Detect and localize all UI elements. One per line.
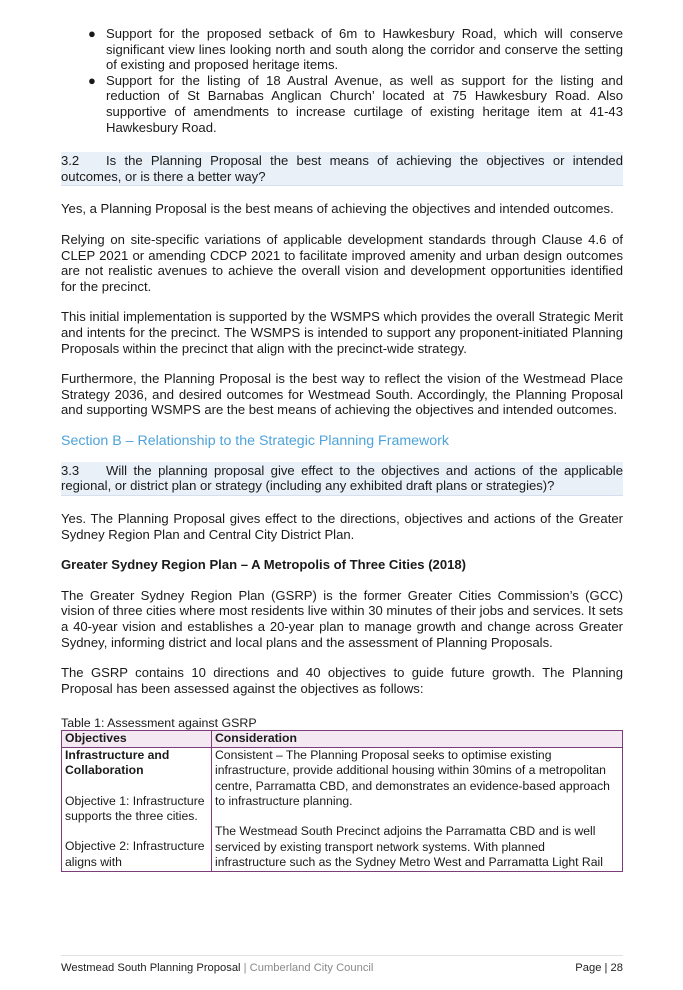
footer-council: Cumberland City Council <box>249 962 374 974</box>
table-cell <box>212 747 623 871</box>
table-header: Consideration <box>212 731 623 747</box>
question-3-2 <box>61 152 623 186</box>
objective-1: Objective 1: Infrastructure supports the three cities. <box>65 793 205 824</box>
paragraph: The GSRP contains 10 directions and 40 objectives to guide future growth. The Planning Proposal has been assessed against the objectives as follows: <box>61 665 623 696</box>
bullet-list <box>61 26 623 135</box>
question-text: Is the Planning Proposal the best means of achieving the objectives or intended outcomes, or is there a better way? <box>61 153 623 184</box>
consideration-text: Consistent – The Planning Proposal seeks to optimise existing infrastructure, provide additional housing within 30mins of a metropolitan centre, Parramatta CBD, and demonstrates an evidence-based approach to infrastructure planning. <box>215 747 610 809</box>
bullet-text: Support for the proposed setback of 6m to Hawkesbury Road, which will conserve significant view lines looking north and south along the corridor and conserve the setting of existing and proposed heritage items. <box>106 26 623 73</box>
subheading: Greater Sydney Region Plan – A Metropolis of Three Cities (2018) <box>61 557 467 573</box>
table-cell <box>62 747 212 871</box>
paragraph: The Greater Sydney Region Plan (GSRP) is the former Greater Cities Commission’s (GCC) vision of three cities where most residents live within 30 minutes of their jobs and services. It sets a 40-year vision and establishes a 20-year plan to manage growth and change across Greater Sydney, informing district and local plans and the assessment of Planning Proposals. <box>61 587 623 650</box>
bullet-text: Support for the listing of 18 Austral Avenue, as well as support for the listing and reduction of St Barnabas Anglican Church’ located at 75 Hawkesbury Road. Also supportive of amendments to increase curtilage of existing heritage item at 41-43 Hawkesbury Road. <box>106 72 623 135</box>
footer-title: Westmead South Planning Proposal <box>61 962 241 974</box>
bullet-icon: ● <box>88 26 96 41</box>
paragraph: Yes. The Planning Proposal gives effect to the directions, objectives and actions of the Greater Sydney Region Plan and Central City District Plan. <box>61 511 623 542</box>
question-number: 3.3 <box>61 462 80 478</box>
paragraph: Relying on site-specific variations of applicable development standards through Clause 4.6 of CLEP 2021 or amending CDCP 2021 to facilitate improved amenity and urban design outcomes are not realistic avenues to achieve the overall vision and development opportunities identified for the precinct. <box>61 231 623 294</box>
question-3-3 <box>61 462 623 496</box>
page-footer <box>61 955 623 974</box>
question-text: Will the planning proposal give effect to the objectives and actions of the applicable regional, or district plan or strategy (including any exhibited draft plans or strategies)? <box>61 462 623 494</box>
page-content <box>61 26 623 872</box>
section-heading: Section B – Relationship to the Strategic Planning Framework <box>61 432 449 449</box>
bullet-icon: ● <box>88 72 96 88</box>
paragraph: Yes, a Planning Proposal is the best means of achieving the objectives and intended outcomes. <box>61 201 614 217</box>
list-item <box>61 73 623 135</box>
table-row <box>62 747 623 871</box>
assessment-table <box>61 730 623 871</box>
page-number: Page | 28 <box>575 962 623 974</box>
objective-2: Objective 2: Infrastructure aligns with <box>65 839 205 869</box>
paragraph: This initial implementation is supported by the WSMPS which provides the overall Strategic Merit and intents for the precinct. The WSMPS is intended to support any proponent-initiated Planning Proposals within the precinct that align with the precinct-wide strategy. <box>61 309 623 356</box>
table-header-row <box>62 731 623 747</box>
objective-group-heading: Infrastructure and Collaboration <box>65 747 170 778</box>
footer-separator: | <box>240 962 250 974</box>
list-item <box>61 26 623 73</box>
consideration-text: The Westmead South Precinct adjoins the Parramatta CBD and is well serviced by existing transport network systems. With planned infrastructure such as the Sydney Metro West and Parramatta Light Rail <box>215 824 603 870</box>
question-number: 3.2 <box>61 153 80 169</box>
paragraph: Furthermore, the Planning Proposal is the best way to reflect the vision of the Westmead Place Strategy 2036, and desired outcomes for Westmead South. Accordingly, the Planning Proposal and supporting WSMPS are the best means of achieving the objectives and intended outcomes. <box>61 371 623 418</box>
table-header: Objectives <box>62 731 212 747</box>
table-caption: Table 1: Assessment against GSRP <box>61 716 257 731</box>
